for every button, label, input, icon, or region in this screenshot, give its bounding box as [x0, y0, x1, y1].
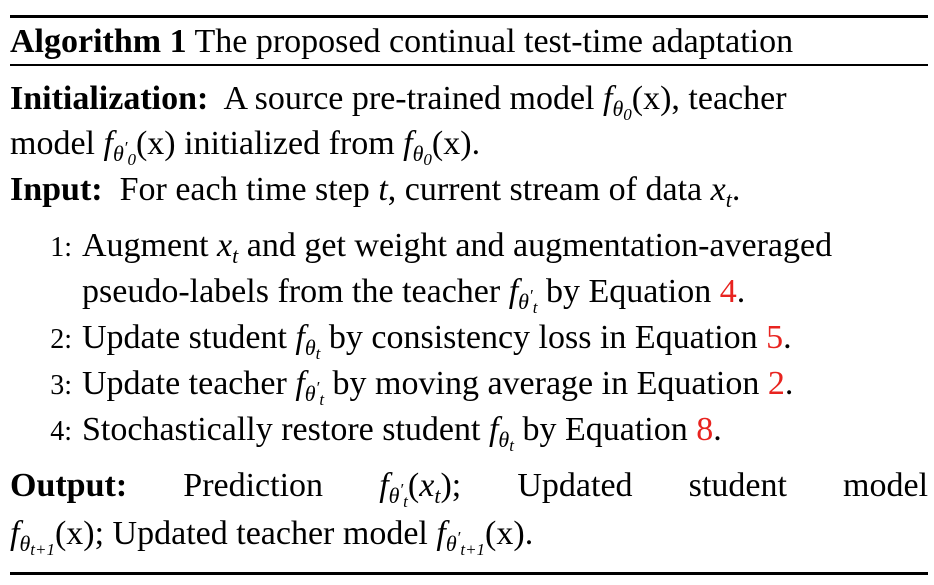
header-rule: [10, 64, 928, 66]
math-f-theta-t-plus-1: $f_{\theta t+1}$: [10, 515, 55, 559]
math-f-theta0: $f_{\theta 0}$: [603, 80, 632, 124]
step-4-line: [10, 410, 722, 466]
math-x-t: $x_t$: [419, 467, 441, 508]
math-f-theta-t-prime: $f_{\theta't}$: [508, 273, 538, 317]
math-f-theta-t-prime: $f_{\theta't}$: [295, 365, 325, 409]
math-t: t: [378, 171, 388, 208]
input-text: , current stream of data: [387, 171, 703, 208]
math-f-theta0-prime: $f_{\theta'0}$: [103, 125, 136, 169]
initialization-label: Initialization:: [10, 80, 209, 117]
output-line-2: [10, 514, 533, 570]
math-f-theta0: $f_{\theta 0}$: [403, 125, 432, 169]
step-text: by Equation: [545, 273, 712, 310]
step-text: Update teacher: [82, 365, 287, 402]
step-text: by Equation: [522, 411, 688, 448]
math-f-theta-t: $f_{\theta t}$: [295, 319, 321, 363]
step-1-line-1: [10, 226, 832, 276]
algorithm-title: The proposed continual test-time adaptation: [194, 23, 794, 60]
step-text: pseudo-labels from the teacher: [82, 273, 501, 310]
step-text: by consistency loss in Equation: [328, 319, 758, 356]
initialization-text: model: [10, 125, 95, 162]
step-text: .: [736, 273, 746, 310]
equation-ref-link[interactable]: 8: [696, 411, 714, 448]
initialization-text: (x), teacher: [631, 80, 787, 117]
algorithm-header: [10, 22, 793, 62]
step-text: .: [784, 365, 794, 402]
input-text: For each time step: [119, 171, 370, 208]
output-text: ; Updated student model: [451, 467, 929, 504]
step-number: 3:: [50, 370, 72, 401]
math-f-theta-t: $f_{\theta t}$: [488, 411, 514, 455]
top-rule: [10, 15, 928, 18]
output-text: (x).: [485, 515, 534, 552]
step-number: 1:: [50, 232, 72, 263]
initialization-text: A source pre-trained model: [223, 80, 595, 117]
math-x-t: $x_t$: [217, 227, 239, 268]
step-number: 4:: [50, 416, 72, 447]
step-text: Update student: [82, 319, 287, 356]
output-text: Prediction: [183, 467, 324, 504]
math-f-theta-t-prime: $f_{\theta't}$: [379, 467, 408, 511]
step-text: Augment: [82, 227, 209, 264]
step-text: Stochastically restore student: [82, 411, 481, 448]
step-text: and get weight and augmentation-averaged: [246, 227, 833, 264]
initialization-text: (x).: [431, 125, 481, 162]
math-x-t: $x_t$: [710, 171, 732, 212]
algorithm-label: Algorithm 1: [10, 23, 187, 60]
equation-ref-link[interactable]: 5: [766, 319, 784, 356]
step-number: 2:: [50, 324, 72, 355]
equation-ref-link[interactable]: 4: [719, 273, 737, 310]
input-line: Input: For each time step t, current stream of data $x_t$.: [10, 171, 741, 212]
output-label: Output:: [10, 467, 128, 504]
input-label: Input:: [10, 171, 103, 208]
math-f-theta-t-plus-1-prime: $f_{\theta't+1}$: [436, 515, 486, 559]
output-text: (x); Updated teacher model: [54, 515, 428, 552]
equation-ref-link[interactable]: 2: [767, 365, 785, 402]
step-text: .: [783, 319, 792, 356]
step-text: by moving average in Equation: [332, 365, 760, 402]
output-math: $f_{\theta't}(x_t)$; Updated student model: [379, 467, 929, 511]
step-text: .: [713, 411, 722, 448]
initialization-text: (x) initialized from: [135, 125, 395, 162]
bottom-rule: [10, 572, 928, 575]
